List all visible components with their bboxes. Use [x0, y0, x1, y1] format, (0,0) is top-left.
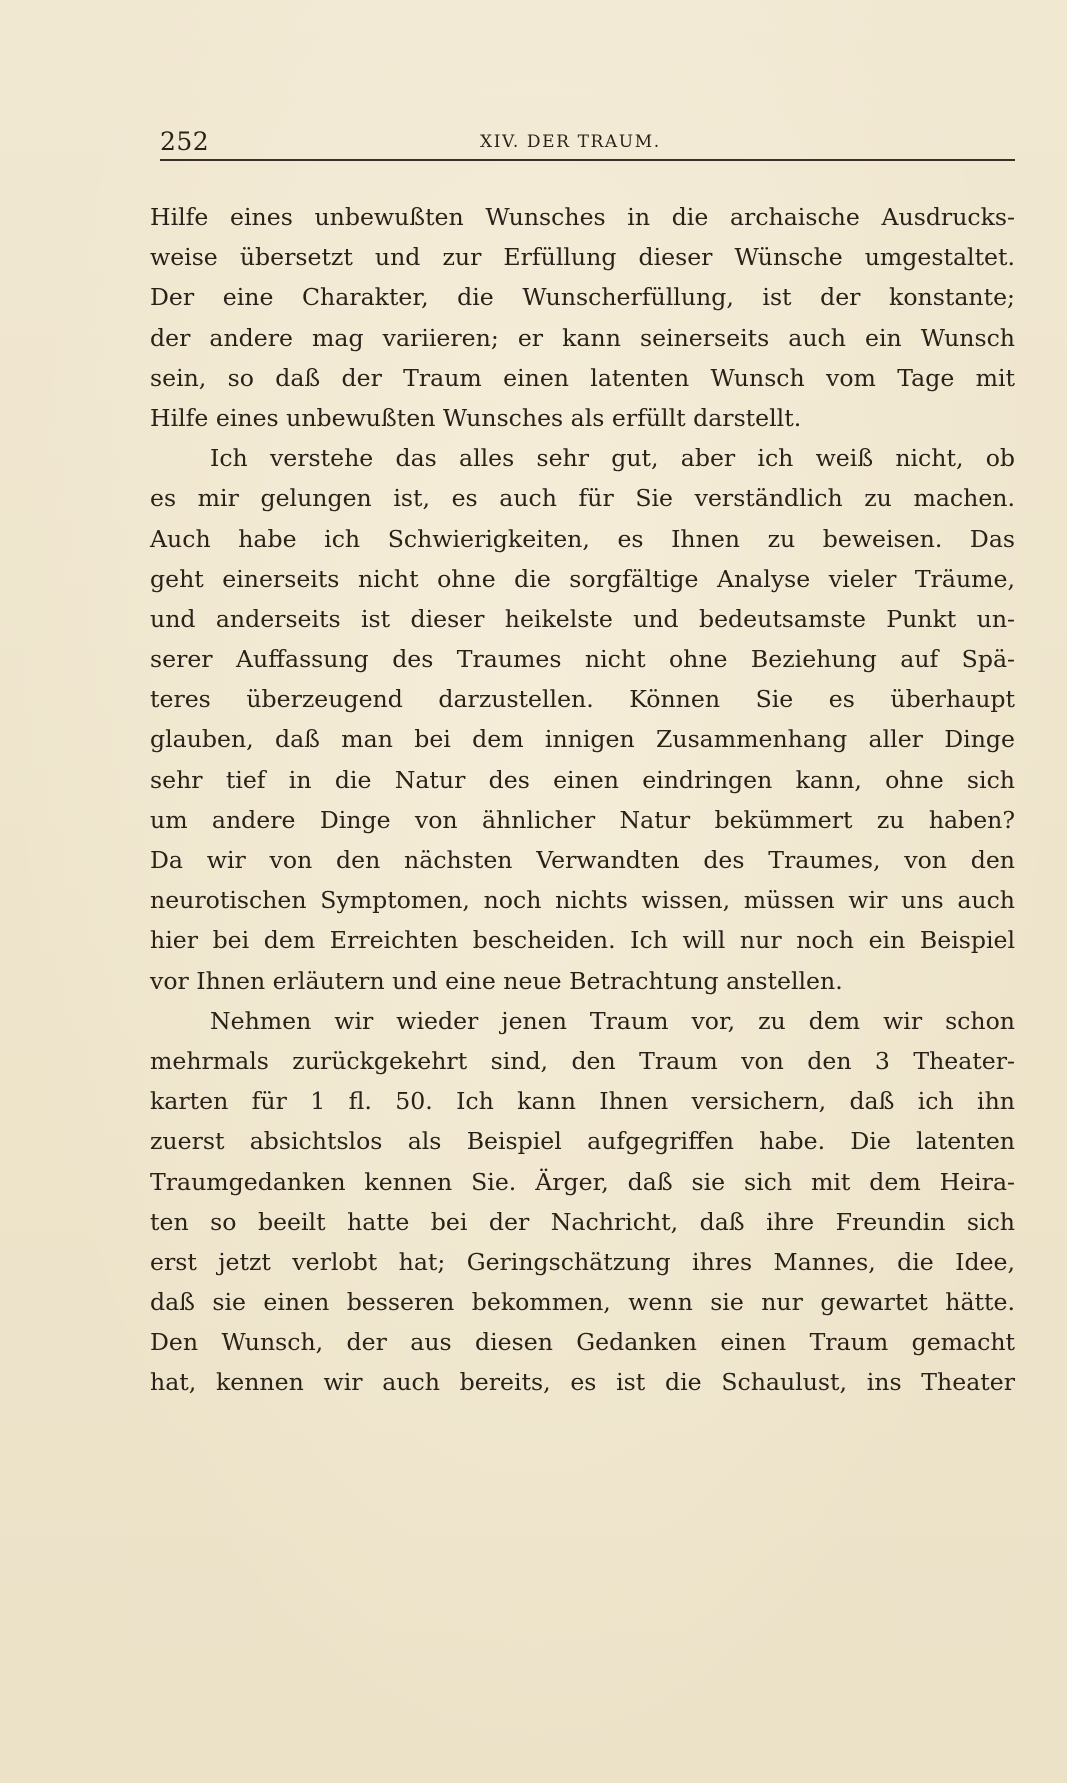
text-line: um andere Dinge von ähnlicher Natur bekümmert zu haben? [150, 805, 1015, 834]
text-line: karten für 1 fl. 50. Ich kann Ihnen versichern, daß ich ihn [150, 1087, 1015, 1116]
text-line: neurotischen Symptomen, noch nichts wissen, müssen wir uns auch [150, 886, 1015, 915]
text-line: teres überzeugend darzustellen. Können Sie es überhaupt [150, 685, 1015, 714]
text-line: serer Auffassung des Traumes nicht ohne Beziehung auf Spä- [150, 645, 1015, 674]
text-line: sein, so daß der Traum einen latenten Wunsch vom Tage mit [150, 363, 1015, 392]
text-line: geht einerseits nicht ohne die sorgfältige Analyse vieler Träume, [150, 564, 1015, 593]
text-line: sehr tief in die Natur des einen eindringen kann, ohne sich [150, 765, 1015, 794]
text-line: hat, kennen wir auch bereits, es ist die Schaulust, ins Theater [150, 1368, 1015, 1397]
body-text [150, 197, 1015, 1403]
text-line: Nehmen wir wieder jenen Traum vor, zu dem wir schon [210, 1006, 1015, 1035]
text-line: Da wir von den nächsten Verwandten des Traumes, von den [150, 846, 1015, 874]
text-line: es mir gelungen ist, es auch für Sie verständlich zu machen. [150, 484, 1015, 513]
header-rule [160, 159, 1015, 161]
text-line: Den Wunsch, der aus diesen Gedanken einen Traum gemacht [150, 1328, 1015, 1357]
text-line: Auch habe ich Schwierigkeiten, es Ihnen zu beweisen. Das [150, 524, 1015, 553]
text-line: der andere mag variieren; er kann seinerseits auch ein Wunsch [150, 323, 1015, 352]
text-line: weise übersetzt und zur Erfüllung dieser Wünsche umgestaltet. [150, 243, 1015, 272]
text-line: zuerst absichtslos als Beispiel aufgegriffen habe. Die latenten [150, 1127, 1015, 1156]
text-line: erst jetzt verlobt hat; Geringschätzung ihres Mannes, die Idee, [150, 1247, 1015, 1276]
text-line: und anderseits ist dieser heikelste und bedeutsamste Punkt un- [150, 604, 1015, 633]
page-header [160, 127, 1015, 161]
running-head: XIV. DER TRAUM. [480, 132, 661, 152]
page-number: 252 [160, 127, 210, 156]
text-line: hier bei dem Erreichten bescheiden. Ich will nur noch ein Beispiel [150, 926, 1015, 955]
text-line: Traumgedanken kennen Sie. Ärger, daß sie sich mit dem Heira- [150, 1167, 1015, 1196]
text-line: mehrmals zurückgekehrt sind, den Traum von den 3 Theater- [150, 1046, 1015, 1075]
text-line: ten so beeilt hatte bei der Nachricht, daß ihre Freundin sich [150, 1207, 1015, 1236]
text-line: Hilfe eines unbewußten Wunsches in die archaische Ausdrucks- [150, 203, 1015, 231]
text-line: Der eine Charakter, die Wunscherfüllung, ist der konstante; [150, 283, 1015, 312]
text-line: glauben, daß man bei dem innigen Zusammenhang aller Dinge [150, 725, 1015, 754]
text-line: Ich verstehe das alles sehr gut, aber ich weiß nicht, ob [210, 444, 1015, 473]
text-line: vor Ihnen erläutern und eine neue Betrachtung anstellen. [150, 966, 843, 995]
text-line: Hilfe eines unbewußten Wunsches als erfüllt darstellt. [150, 403, 802, 432]
text-line: daß sie einen besseren bekommen, wenn sie nur gewartet hätte. [150, 1288, 1015, 1317]
